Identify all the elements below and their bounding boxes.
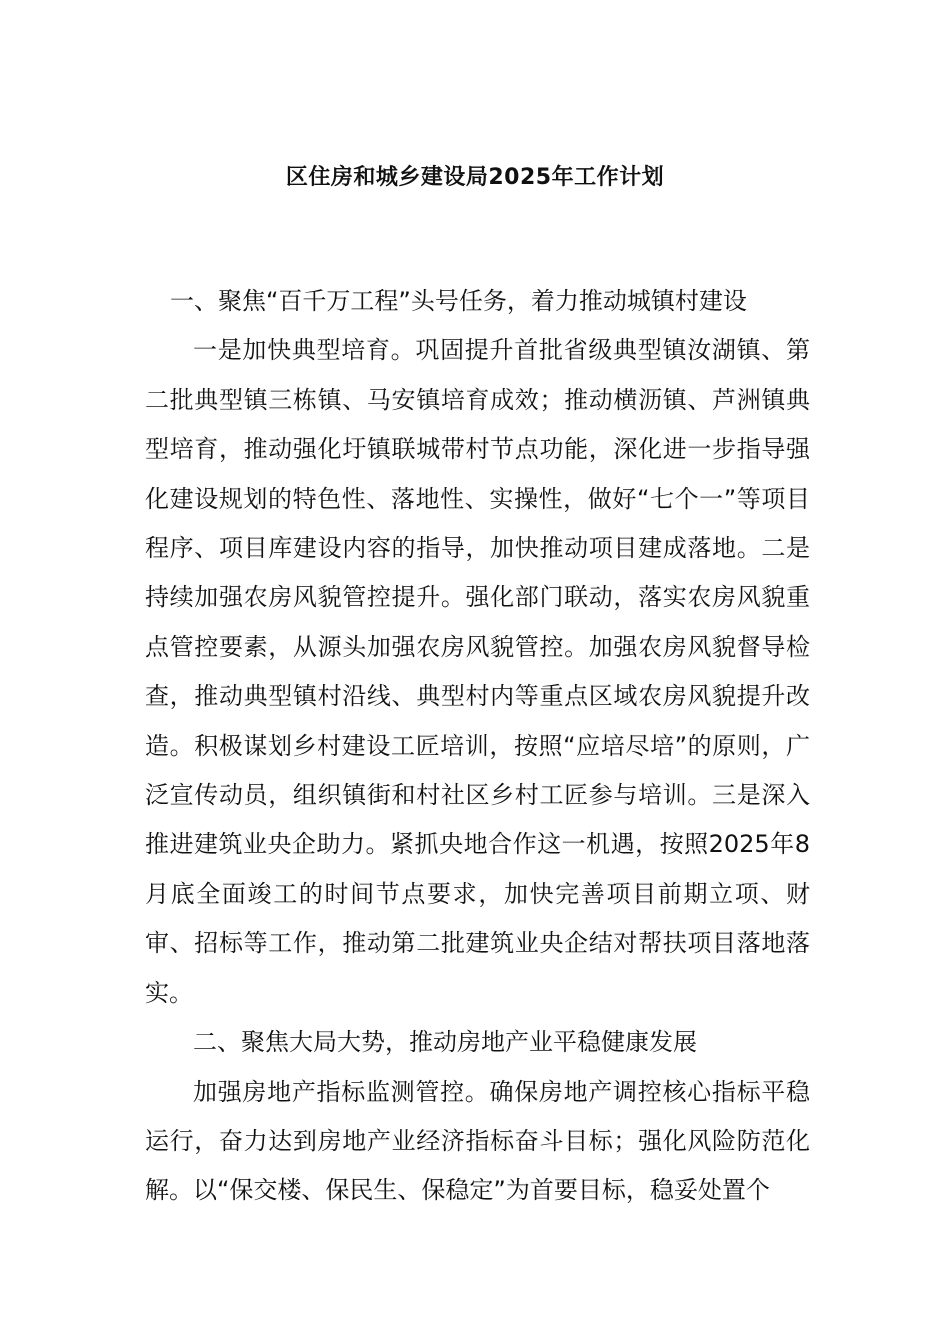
section-2-paragraph: 加强房地产指标监测管控。确保房地产调控核心指标平稳运行，奋力达到房地产业经济指标奋斗目标；强化风险防范化解。以“保交楼、保民生、保稳定”为首要目标，稳妥处置个 [145,1077,810,1205]
document-body [145,277,810,1216]
document-title: 区住房和城乡建设局2025年工作计划 [285,165,665,190]
section-1-paragraph: 一是加快典型培育。巩固提升首批省级典型镇汝湖镇、第二批典型镇三栋镇、马安镇培育成效；推动横沥镇、芦洲镇典型培育，推动强化圩镇联城带村节点功能，深化进一步指导强化建设规划的特色性、落地性、实操性，做好“七个一”等项目程序、项目库建设内容的指导，加快推动项目建成落地。二是持续加强农房风貌管控提升。强化部门联动，落实农房风貌重点管控要素，从源头加强农房风貌管控。加强农房风貌督导检查，推动典型镇村沿线、典型村内等重点区域农房风貌提升改造。积极谋划乡村建设工匠培训，按照“应培尽培”的原则，广泛宣传动员，组织镇街和村社区乡村工匠参与培训。三是深入推进建筑业央企助力。紧抓央地合作这一机遇，按照2025年8月底全面竣工的时间节点要求，加快完善项目前期立项、财审、招标等工作，推动第二批建筑业央企结对帮扶项目落地落实。 [145,336,810,1007]
section-1-heading: 一、聚焦“百千万工程”头号任务，着力推动城镇村建设 [170,287,747,315]
section-2-heading: 二、聚焦大局大势，推动房地产业平稳健康发展 [193,1028,697,1057]
